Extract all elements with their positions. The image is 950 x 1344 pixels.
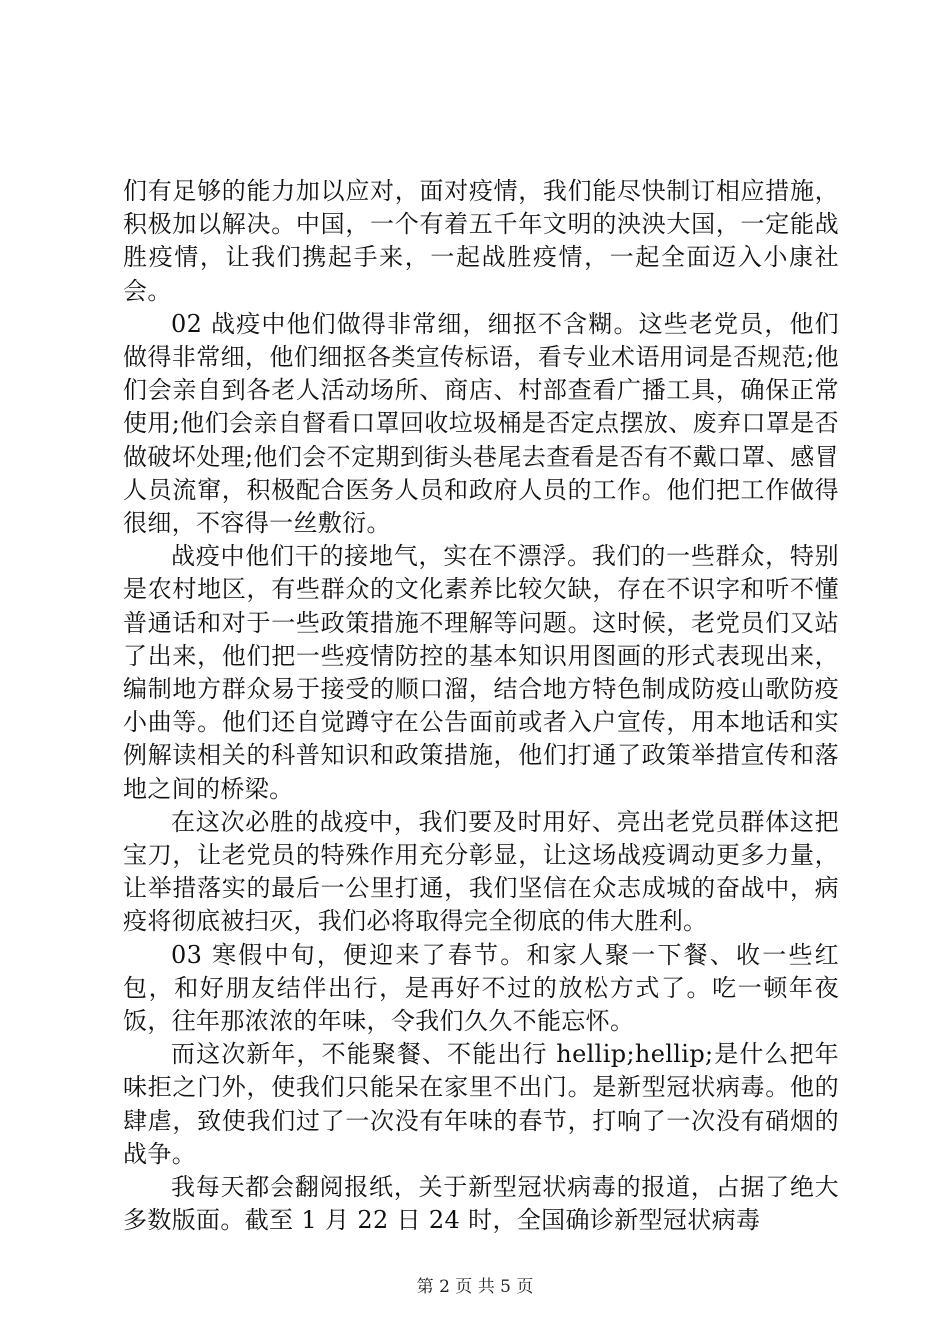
paragraph-3: 战疫中他们干的接地气，实在不漂浮。我们的一些群众，特别是农村地区，有些群众的文化素养比较欠缺，存在不识字和听不懂普通话和对于一些政策措施不理解等问题。这时候，老党员们又站了出来，他们把一些疫情防控的基本知识用图画的形式表现出来，编制地方群众易于接受的顺口溜，结合地方特色制成防疫山歌防疫小曲等。他们还自觉蹲守在公告面前或者入户宣传，用本地话和实例解读相关的科普知识和政策措施，他们打通了政策举措宣传和落地之间的桥梁。	[123, 542, 839, 803]
paragraph-5: 03 寒假中旬，便迎来了春节。和家人聚一下餐、收一些红包，和好朋友结伴出行，是再好不过的放松方式了。吃一顿年夜饭，往年那浓浓的年味，令我们久久不能忘怀。	[123, 940, 839, 1036]
paragraph-7: 我每天都会翻阅报纸，关于新型冠状病毒的报道，占据了绝大多数版面。截至 1 月 22 日 24 时，全国确诊新型冠状病毒	[123, 1173, 839, 1235]
paragraph-4: 在这次必胜的战疫中，我们要及时用好、亮出老党员群体这把宝刀，让老党员的特殊作用充分彰显，让这场战疫调动更多力量，让举措落实的最后一公里打通，我们坚信在众志成城的奋战中，病疫将彻底被扫灭，我们必将取得完全彻底的伟大胜利。	[123, 807, 839, 936]
paragraph-1: 们有足够的能力加以应对，面对疫情，我们能尽快制订相应措施，积极加以解决。中国，一个有着五千年文明的泱泱大国，一定能战胜疫情，让我们携起手来，一起战胜疫情，一起全面迈入小康社会。	[123, 177, 839, 305]
paragraph-6: 而这次新年，不能聚餐、不能出行 hellip;hellip;是什么把年味拒之门外，使我们只能呆在家里不出门。是新型冠状病毒。他的肆虐，致使我们过了一次没有年味的春节，打响了一次没有硝烟的战争。	[123, 1040, 839, 1168]
page-number-footer: 第 2 页 共 5 页	[416, 1277, 534, 1297]
document-body	[123, 175, 839, 1238]
paragraph-2: 02 战疫中他们做得非常细，细抠不含糊。这些老党员，他们做得非常细，他们细抠各类宣传标语，看专业术语用词是否规范;他们会亲自到各老人活动场所、商店、村部查看广播工具，确保正常使用;他们会亲自督看口罩回收垃圾桶是否定点摆放、废弃口罩是否做破坏处理;他们会不定期到街头巷尾去查看是否有不戴口罩、感冒人员流窜，积极配合医务人员和政府人员的工作。他们把工作做得很细，不容得一丝敷衍。	[123, 309, 839, 538]
